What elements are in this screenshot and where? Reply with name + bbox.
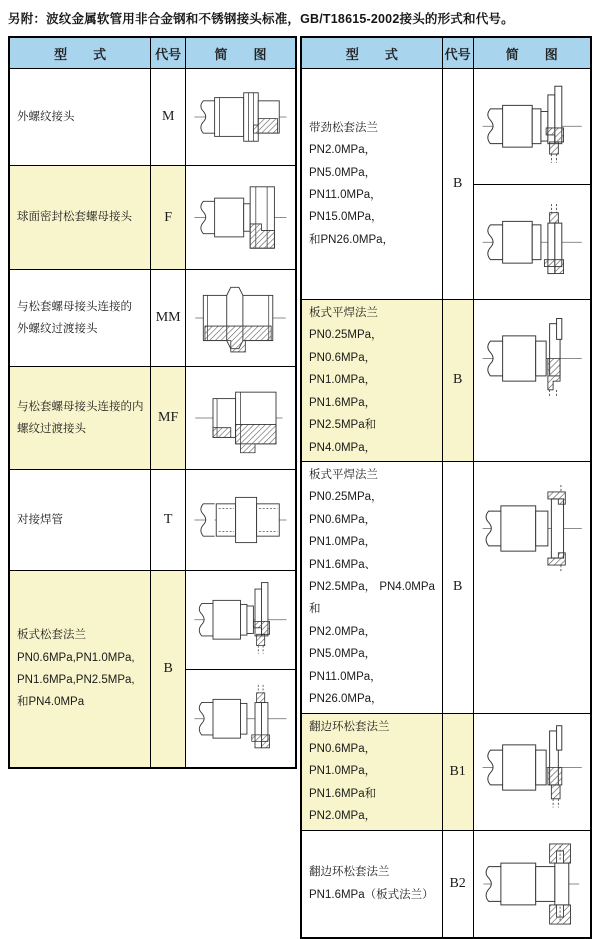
type-line: PN2.0MPa， PN5.0MPa， [309,144,377,179]
diagram-cell [473,830,591,938]
left-table-row [9,571,296,769]
column-header-code: 代号 [151,37,186,69]
type-line: 螺纹过渡接头 [17,423,86,435]
plate-loose-flange-stub-up-icon [186,571,295,669]
type-line: 板式平焊法兰 [309,307,379,319]
type-cell [301,300,442,462]
column-header-diagram: 简 图 [473,37,591,69]
type-line: 与松套螺母接头连接的内 [17,400,144,413]
right-table-row [301,713,591,830]
type-line: PN11.0MPa， PN26.0MPa， [309,670,383,706]
type-line: 球面密封松套螺母接头 [17,211,132,224]
collar-loose-flange-b1-icon [474,714,590,821]
type-line: 与松套螺母接头连接的 [17,300,132,313]
type-line: 翻边环松套法兰 [309,720,390,733]
code-cell: B [442,69,473,300]
left-table-row [9,470,296,571]
type-line: 带劲松套法兰 [309,121,379,134]
diagram-cell [186,270,296,367]
column-header-code: 代号 [442,37,473,69]
butt-weld-pipe-icon [186,470,295,570]
diagram-cell [473,69,591,300]
adapter-male-female-icon [186,367,295,469]
type-line: 板式松套法兰 [17,629,86,642]
type-line: PN1.0MPa， PN1.6MPa、 [309,536,377,571]
type-line: PN2.5MPa和PN4.0MPa， [309,419,377,454]
diagram-cell [186,166,296,270]
code-cell: MF [151,367,186,470]
plate-weld-flange-icon [474,300,590,417]
code-cell: M [151,69,186,166]
right-table-row [301,830,591,938]
diagram-cell [186,571,296,769]
right-table-row [301,461,591,713]
code-cell: MM [151,270,186,367]
code-cell: F [151,166,186,270]
type-line: PN0.6MPa， PN1.0MPa， [309,743,377,778]
type-line: 对接焊管 [17,513,63,526]
code-cell: B2 [442,830,473,938]
type-cell [9,470,151,571]
type-cell [301,830,442,938]
type-cell [9,571,151,769]
right-connector-table [300,36,592,939]
type-line: 和PN4.0MPa [17,696,85,709]
type-line: 外螺纹过渡接头 [17,323,98,335]
column-header-diagram: 简 图 [186,37,296,69]
type-line: PN2.0MPa， PN5.0MPa， [309,625,377,661]
type-cell [301,461,442,713]
fitting-male-thread-icon [186,69,295,165]
tables-container [8,36,592,939]
type-cell [9,166,151,270]
left-connector-table [8,36,297,769]
type-line: PN2.5MPa， PN4.0MPa和 [309,581,435,616]
code-cell: B [442,300,473,462]
type-line: PN1.0MPa， PN1.6MPa， [309,374,377,409]
right-table-row [301,300,591,462]
type-line: PN0.6MPa,PN1.0MPa, [17,651,135,664]
type-line: 翻边环松套法兰 [309,866,390,879]
column-header-type: 型 式 [301,37,442,69]
collar-loose-flange-b2-icon [474,831,590,937]
type-line: PN11.0MPa， PN15.0MPa， [309,189,383,224]
type-line: PN1.6MPa,PN2.5MPa, [17,674,135,686]
code-cell: B [151,571,186,769]
type-line: 和PN26.0MPa， [309,233,395,246]
page-title: 另附：波纹金属软管用非合金钢和不锈钢接头标准，GB/T18615-2002接头的形式和代号。 [8,12,514,26]
neck-loose-flange-stub-down-icon [474,185,590,300]
type-line: 板式平焊法兰 [309,468,379,481]
type-cell [9,270,151,367]
type-cell [9,367,151,470]
diagram-cell [473,461,591,713]
left-table-row [9,270,296,367]
adapter-male-male-icon [186,270,295,366]
right-table-row [301,69,591,300]
type-line: PN1.6MPa（板式法兰） [309,888,434,901]
diagram-cell [473,713,591,830]
fitting-spherical-loose-nut-icon [186,166,295,269]
plate-weld-flange-sym-icon [474,462,590,595]
left-table-row [9,367,296,470]
code-cell: B1 [442,713,473,830]
type-cell [301,69,442,300]
plate-loose-flange-stub-down-icon [186,670,295,768]
diagram-cell [473,300,591,462]
neck-loose-flange-stub-up-icon [474,69,590,184]
code-cell: B [442,461,473,713]
diagram-cell [186,470,296,571]
type-cell [9,69,151,166]
column-header-type: 型 式 [9,37,151,69]
code-cell: T [151,470,186,571]
left-table-row [9,166,296,270]
type-cell [301,713,442,830]
diagram-cell [186,367,296,470]
type-line: PN0.25MPa， PN0.6MPa， [309,329,383,364]
type-line: PN0.25MPa， PN0.6MPa， [309,491,383,526]
type-line: 外螺纹接头 [17,110,75,123]
diagram-cell [186,69,296,166]
left-table-row [9,69,296,166]
type-line: PN1.6MPa和PN2.0MPa， [309,787,377,823]
